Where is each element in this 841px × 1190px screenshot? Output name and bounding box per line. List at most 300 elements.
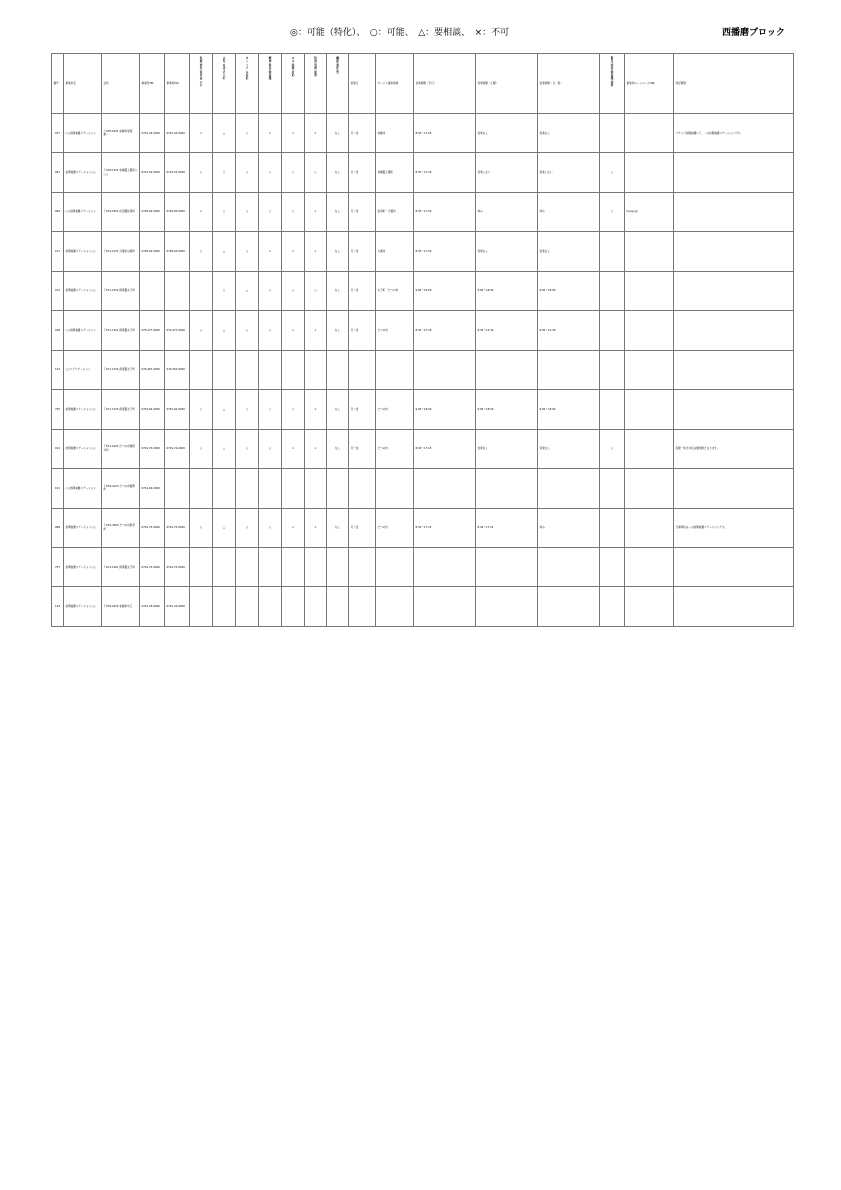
table-cell: ○ bbox=[600, 192, 625, 231]
table-cell: 〒679-4304 たつの市新宮町 bbox=[102, 508, 140, 547]
table-cell bbox=[349, 469, 376, 508]
table-cell: 8:30〜17:30 bbox=[414, 153, 476, 192]
table-cell: なし bbox=[327, 429, 349, 468]
table-cell: × bbox=[305, 429, 327, 468]
col-header bbox=[236, 54, 259, 114]
table-cell: 8:30〜17:30 bbox=[414, 311, 476, 350]
table-cell: ○ bbox=[190, 232, 213, 271]
table-cell: 9:00〜18:00 bbox=[414, 390, 476, 429]
table-cell: 営業なし bbox=[476, 232, 538, 271]
table-cell: △ bbox=[213, 114, 236, 153]
table-cell: 0791-42-0000 bbox=[140, 114, 165, 153]
table-cell: △ bbox=[213, 232, 236, 271]
table-cell bbox=[327, 547, 349, 586]
table-cell bbox=[236, 547, 259, 586]
col-header: 事業所TEL bbox=[140, 54, 165, 114]
table-cell: 0791-72-0000 bbox=[140, 547, 165, 586]
col-header: 営業日 bbox=[349, 54, 376, 114]
table-cell: 0791-42-0000 bbox=[165, 114, 190, 153]
col-header bbox=[600, 54, 625, 114]
col-header: サービス提供地域 bbox=[376, 54, 414, 114]
table-cell: 8:30〜17:30 bbox=[414, 192, 476, 231]
table-cell: 0791-62-0000 bbox=[165, 390, 190, 429]
table-cell: 8:30〜17:15 bbox=[414, 508, 476, 547]
table-cell bbox=[674, 153, 794, 192]
table-cell: 訪問看護ステーション○○ bbox=[64, 429, 102, 468]
table-cell: 月〜金 bbox=[349, 114, 376, 153]
table-cell bbox=[600, 271, 625, 310]
table-cell: 訪問看護ステーション○○ bbox=[64, 390, 102, 429]
table-cell bbox=[625, 311, 674, 350]
table-cell bbox=[600, 508, 625, 547]
table-row bbox=[52, 429, 794, 468]
table-row bbox=[52, 587, 794, 627]
table-row bbox=[52, 508, 794, 547]
table-cell: 〒671-2131 宍粟市山崎町 bbox=[102, 232, 140, 271]
table-cell bbox=[376, 350, 414, 389]
col-header bbox=[282, 54, 305, 114]
table-cell: 休み bbox=[538, 508, 600, 547]
table-cell: 081 bbox=[52, 153, 64, 192]
table-cell: 9:00〜18:00 bbox=[538, 390, 600, 429]
table-cell: 079-277-0000 bbox=[140, 311, 165, 350]
table-cell: 訪問看護ステーション○○ bbox=[64, 587, 102, 627]
table-cell bbox=[236, 350, 259, 389]
col-header: 営業時間（土曜） bbox=[476, 54, 538, 114]
table-cell: ○ bbox=[236, 508, 259, 547]
table-cell: ○ bbox=[213, 153, 236, 192]
table-cell: ○ bbox=[259, 390, 282, 429]
table-cell: 訪問看護ステーション○○ bbox=[64, 271, 102, 310]
table-cell: なし bbox=[327, 153, 349, 192]
table-cell: 0791-72-0000 bbox=[140, 429, 165, 468]
table-cell: ○ bbox=[305, 153, 327, 192]
table-cell: ○○ケアステーション bbox=[64, 350, 102, 389]
table-cell: ○ bbox=[600, 429, 625, 468]
table-cell: たつの市 bbox=[376, 311, 414, 350]
table-cell: △ bbox=[213, 311, 236, 350]
table-cell: ○ bbox=[236, 232, 259, 271]
table-cell bbox=[165, 469, 190, 508]
table-cell bbox=[190, 587, 213, 627]
table-cell: hyogo.jp bbox=[625, 192, 674, 231]
table-cell: × bbox=[305, 311, 327, 350]
table-cell: 〒671-1623 たつの市揖保川町 bbox=[102, 429, 140, 468]
table-cell bbox=[414, 547, 476, 586]
table-cell bbox=[625, 469, 674, 508]
table-cell: ○ bbox=[236, 114, 259, 153]
table-cell bbox=[674, 192, 794, 231]
table-cell: 0791-72-0000 bbox=[165, 547, 190, 586]
table-cell: 9:00〜18:00 bbox=[538, 271, 600, 310]
table-cell bbox=[190, 547, 213, 586]
service-table bbox=[51, 53, 794, 627]
table-cell: 0791-62-0000 bbox=[140, 469, 165, 508]
col-header-text: 24時間対応 bbox=[291, 57, 295, 78]
col-header: 事業所名 bbox=[64, 54, 102, 114]
table-cell: 月〜金 bbox=[349, 192, 376, 231]
table-cell: ○○訪問看護ステーション bbox=[64, 469, 102, 508]
table-cell: 赤穂郡上郡町 bbox=[376, 153, 414, 192]
table-cell: 営業なし bbox=[476, 429, 538, 468]
table-cell: × bbox=[282, 508, 305, 547]
table-cell: 0791-52-0000 bbox=[165, 153, 190, 192]
table-cell: ○ bbox=[600, 153, 625, 192]
table-cell: 084 bbox=[52, 192, 64, 231]
table-cell: × bbox=[190, 114, 213, 153]
table-cell: 月〜金 bbox=[349, 153, 376, 192]
table-cell: ○ bbox=[282, 271, 305, 310]
table-cell: 月〜金 bbox=[349, 232, 376, 271]
table-cell: 8:30〜12:30 bbox=[476, 311, 538, 350]
table-cell: × bbox=[190, 192, 213, 231]
table-cell: 休み bbox=[476, 192, 538, 231]
table-cell: 088 bbox=[52, 508, 64, 547]
table-cell: なし bbox=[327, 232, 349, 271]
table-cell: 〒679-4123 たつの市龍野町 bbox=[102, 469, 140, 508]
table-cell bbox=[625, 587, 674, 627]
table-cell: 079-267-0000 bbox=[165, 350, 190, 389]
table-cell: 〒678-1231 赤穂郡上郡町○○○ bbox=[102, 153, 140, 192]
table-cell bbox=[213, 587, 236, 627]
table-cell bbox=[600, 311, 625, 350]
table-body bbox=[52, 114, 794, 627]
table-cell: 太子町・たつの市 bbox=[376, 271, 414, 310]
table-cell bbox=[349, 350, 376, 389]
table-cell bbox=[476, 350, 538, 389]
table-cell bbox=[625, 429, 674, 468]
table-cell bbox=[305, 547, 327, 586]
table-cell: ○ bbox=[259, 153, 282, 192]
table-cell: たつの市 bbox=[376, 429, 414, 468]
table-cell bbox=[305, 587, 327, 627]
table-cell: 9:00〜18:00 bbox=[414, 271, 476, 310]
table-cell bbox=[259, 469, 282, 508]
table-cell: 営業なし bbox=[538, 232, 600, 271]
table-cell: × bbox=[305, 508, 327, 547]
table-cell: たつの市 bbox=[376, 508, 414, 547]
table-cell: 038 bbox=[52, 311, 64, 350]
table-cell bbox=[476, 469, 538, 508]
table-cell bbox=[259, 350, 282, 389]
table-cell bbox=[236, 469, 259, 508]
table-cell: ○○訪問看護ステーション bbox=[64, 114, 102, 153]
table-cell: ○ bbox=[236, 429, 259, 468]
table-cell: ○ bbox=[190, 429, 213, 468]
table-cell bbox=[674, 587, 794, 627]
table-row bbox=[52, 311, 794, 350]
table-cell: ○ bbox=[190, 153, 213, 192]
table-cell bbox=[538, 350, 600, 389]
table-cell bbox=[674, 311, 794, 350]
table-row bbox=[52, 469, 794, 508]
table-cell: 月〜金 bbox=[349, 390, 376, 429]
table-cell bbox=[625, 232, 674, 271]
table-cell: 0790-82-0000 bbox=[165, 192, 190, 231]
col-header: 事業所FAX bbox=[165, 54, 190, 114]
table-cell: × bbox=[282, 429, 305, 468]
table-cell: 佐用町・宍粟市 bbox=[376, 192, 414, 231]
table-cell: ○ bbox=[305, 271, 327, 310]
table-cell: ○○訪問看護ステーション bbox=[64, 192, 102, 231]
table-cell bbox=[538, 469, 600, 508]
table-cell bbox=[305, 469, 327, 508]
table-cell: ○○訪問看護ステーション bbox=[64, 311, 102, 350]
table-cell: 宍粟市 bbox=[376, 232, 414, 271]
table-cell bbox=[327, 350, 349, 389]
table-cell bbox=[190, 469, 213, 508]
table-cell: ○ bbox=[259, 429, 282, 468]
table-cell bbox=[165, 271, 190, 310]
table-cell: × bbox=[305, 232, 327, 271]
table-cell bbox=[625, 547, 674, 586]
header-row bbox=[52, 54, 794, 114]
table-cell: × bbox=[259, 114, 282, 153]
table-row bbox=[52, 153, 794, 192]
table-cell: ○ bbox=[259, 192, 282, 231]
table-cell bbox=[625, 350, 674, 389]
table-cell: ○ bbox=[282, 192, 305, 231]
table-cell: ○ bbox=[236, 192, 259, 231]
col-header-text: 精神科訪問看護 bbox=[268, 57, 272, 81]
table-row bbox=[52, 232, 794, 271]
table-cell bbox=[414, 469, 476, 508]
legend-text: ◎：可能（特化）、 ○：可能、 △：要相談、 ×：不可 bbox=[290, 28, 510, 38]
table-cell bbox=[282, 350, 305, 389]
table-cell: × bbox=[305, 114, 327, 153]
table-row bbox=[52, 350, 794, 389]
table-cell: 月〜金 bbox=[349, 508, 376, 547]
table-cell: 訪問看護ステーション○○ bbox=[64, 547, 102, 586]
table-cell bbox=[625, 508, 674, 547]
table-cell: △ bbox=[236, 271, 259, 310]
table-cell: 8:30〜12:30 bbox=[538, 311, 600, 350]
table-cell bbox=[625, 153, 674, 192]
table-cell: たつの市 bbox=[376, 390, 414, 429]
table-cell: 〒671-1331 揖保郡太子町 bbox=[102, 350, 140, 389]
table-cell: 0790-62-0000 bbox=[140, 232, 165, 271]
table-cell: ○ bbox=[190, 508, 213, 547]
table-cell: ○ bbox=[236, 311, 259, 350]
table-cell bbox=[190, 350, 213, 389]
table-cell: △ bbox=[213, 508, 236, 547]
col-header: 営業時間（平日） bbox=[414, 54, 476, 114]
col-header: 番号 bbox=[52, 54, 64, 114]
table-cell: 014 bbox=[52, 429, 64, 468]
table-cell bbox=[327, 469, 349, 508]
table-cell: 101 bbox=[52, 469, 64, 508]
table-cell: 営業しない bbox=[476, 153, 538, 192]
col-header bbox=[305, 54, 327, 114]
table-cell: × bbox=[282, 232, 305, 271]
table-cell: × bbox=[282, 114, 305, 153]
table-cell: 0791-43-0000 bbox=[140, 587, 165, 627]
table-cell: 〒671-1325 揖保郡太子町 bbox=[102, 390, 140, 429]
table-cell: 707 bbox=[52, 547, 64, 586]
table-cell bbox=[476, 587, 538, 627]
table-row bbox=[52, 390, 794, 429]
table-cell: 8:30〜17:30 bbox=[414, 232, 476, 271]
table-cell bbox=[600, 469, 625, 508]
table-cell: 0791-75-0000 bbox=[140, 508, 165, 547]
region-name: 西播磨ブロック bbox=[722, 28, 785, 38]
table-cell bbox=[538, 587, 600, 627]
table-cell: 訪問看護ステーション○○ bbox=[64, 508, 102, 547]
table-cell: ○ bbox=[236, 390, 259, 429]
table-cell bbox=[213, 469, 236, 508]
table-cell: 012 bbox=[52, 271, 64, 310]
table-cell bbox=[349, 587, 376, 627]
table-cell: 営業なし bbox=[538, 429, 600, 468]
table-cell bbox=[327, 587, 349, 627]
table-cell: 当事業所は…の訪問看護ステーションです。 bbox=[674, 508, 794, 547]
table-cell: 144 bbox=[52, 587, 64, 627]
table-cell bbox=[213, 547, 236, 586]
table-cell: なし bbox=[327, 311, 349, 350]
table-cell bbox=[190, 271, 213, 310]
table-cell: 0791-43-0000 bbox=[165, 587, 190, 627]
table-cell bbox=[349, 547, 376, 586]
table-cell: ○ bbox=[213, 271, 236, 310]
table-cell bbox=[600, 114, 625, 153]
table-cell bbox=[414, 587, 476, 627]
col-header bbox=[190, 54, 213, 114]
table-cell: ○ bbox=[236, 153, 259, 192]
col-header bbox=[213, 54, 236, 114]
table-cell: なし bbox=[327, 390, 349, 429]
table-cell bbox=[213, 350, 236, 389]
table-cell: 0791-52-0000 bbox=[140, 153, 165, 192]
table-cell: ○ bbox=[282, 390, 305, 429]
table-cell: ○ bbox=[259, 508, 282, 547]
table-cell bbox=[600, 587, 625, 627]
table-cell: ○ bbox=[259, 311, 282, 350]
table-cell bbox=[674, 547, 794, 586]
table-cell bbox=[674, 271, 794, 310]
table-cell: 〒678-0232 赤穂市中広 bbox=[102, 587, 140, 627]
table-cell: なし bbox=[327, 508, 349, 547]
table-cell bbox=[625, 271, 674, 310]
table-cell: 107 bbox=[52, 232, 64, 271]
table-cell: 〒671-1532 揖保郡太子町 bbox=[102, 271, 140, 310]
table-cell: 0791-75-0000 bbox=[165, 508, 190, 547]
table-cell: 103 bbox=[52, 350, 64, 389]
table-cell bbox=[282, 547, 305, 586]
col-header-text: 特別管理加算 bbox=[314, 57, 317, 78]
table-cell bbox=[140, 271, 165, 310]
table-cell: 訪問看護ステーション○○ bbox=[64, 153, 102, 192]
table-row bbox=[52, 192, 794, 231]
table-cell: 〒679-5301 佐用郡佐用町 bbox=[102, 192, 140, 231]
table-cell bbox=[282, 587, 305, 627]
table-cell: 営業なし bbox=[538, 114, 600, 153]
table-cell bbox=[600, 232, 625, 271]
table-cell: 0790-62-0000 bbox=[165, 232, 190, 271]
table-cell: ○ bbox=[190, 390, 213, 429]
table-cell bbox=[376, 547, 414, 586]
table-cell bbox=[625, 114, 674, 153]
table-cell: 〒671-1321 揖保郡太子町 bbox=[102, 311, 140, 350]
col-header: 営業時間（日・祝） bbox=[538, 54, 600, 114]
table-cell: 0791-62-0000 bbox=[140, 390, 165, 429]
table-cell: 〒678-0231 赤穂市加里屋… bbox=[102, 114, 140, 153]
col-header-text: 小児の受け入れ bbox=[222, 57, 226, 81]
table-cell: 9:00〜18:00 bbox=[476, 271, 538, 310]
col-header bbox=[327, 54, 349, 114]
table-cell bbox=[414, 350, 476, 389]
table-cell: 休み bbox=[538, 192, 600, 231]
table-cell: △ bbox=[213, 390, 236, 429]
table-row bbox=[52, 114, 794, 153]
table-cell: 9:00〜18:00 bbox=[476, 390, 538, 429]
col-header: 住所 bbox=[102, 54, 140, 114]
table-cell: 訪問看護ステーション○○ bbox=[64, 232, 102, 271]
table-cell bbox=[305, 350, 327, 389]
table-cell: 0791-72-0000 bbox=[165, 429, 190, 468]
table-cell bbox=[600, 350, 625, 389]
table-row bbox=[52, 547, 794, 586]
table-cell bbox=[259, 587, 282, 627]
table-cell: ○ bbox=[213, 192, 236, 231]
table-cell: 8:30〜17:15 bbox=[414, 429, 476, 468]
table-row bbox=[52, 271, 794, 310]
table-cell bbox=[282, 469, 305, 508]
table-cell bbox=[674, 469, 794, 508]
table-cell: 営業なし bbox=[476, 114, 538, 153]
table-cell: × bbox=[282, 311, 305, 350]
col-header-text: 緊急時訪問看護加算 bbox=[610, 57, 614, 88]
table-cell: 8:30〜17:15 bbox=[414, 114, 476, 153]
table-cell: × bbox=[305, 192, 327, 231]
table-cell: 夜間・休日対応は要相談となります。 bbox=[674, 429, 794, 468]
table-cell: 営業しない bbox=[538, 153, 600, 192]
table-cell: なし bbox=[327, 271, 349, 310]
table-cell: 0790-82-0000 bbox=[140, 192, 165, 231]
col-header-text: 機能強化型 bbox=[336, 57, 339, 74]
table-cell: 月〜金 bbox=[349, 429, 376, 468]
col-header-text: ターミナル対応 bbox=[245, 57, 249, 81]
table-cell bbox=[259, 547, 282, 586]
table-cell: ○ bbox=[259, 271, 282, 310]
table-cell: 月〜金 bbox=[349, 271, 376, 310]
table-cell: 赤穂市 bbox=[376, 114, 414, 153]
table-cell bbox=[376, 469, 414, 508]
table-cell: 795 bbox=[52, 390, 64, 429]
col-header bbox=[259, 54, 282, 114]
table-cell bbox=[600, 390, 625, 429]
table-cell bbox=[674, 350, 794, 389]
table-cell: 月〜金 bbox=[349, 311, 376, 350]
table-cell bbox=[538, 547, 600, 586]
table-cell: 079-267-0000 bbox=[140, 350, 165, 389]
col-header: 事業所ホームページURL bbox=[625, 54, 674, 114]
table-cell: 〒671-1561 揖保郡太子町 bbox=[102, 547, 140, 586]
table-cell: ○ bbox=[190, 311, 213, 350]
table-cell: ステップ訪問看護にて、…の訪問看護ステーションです。 bbox=[674, 114, 794, 153]
table-cell: 8:30〜17:15 bbox=[476, 508, 538, 547]
table-cell bbox=[674, 232, 794, 271]
table-cell bbox=[625, 390, 674, 429]
col-header-text: 医療依存度の高い方 bbox=[199, 57, 203, 88]
table-cell: 037 bbox=[52, 114, 64, 153]
col-header: 特記事項 bbox=[674, 54, 794, 114]
table-cell: なし bbox=[327, 192, 349, 231]
table-cell: △ bbox=[213, 429, 236, 468]
table-cell bbox=[476, 547, 538, 586]
table-cell bbox=[236, 587, 259, 627]
table-cell bbox=[674, 390, 794, 429]
table-cell: 079-277-0000 bbox=[165, 311, 190, 350]
